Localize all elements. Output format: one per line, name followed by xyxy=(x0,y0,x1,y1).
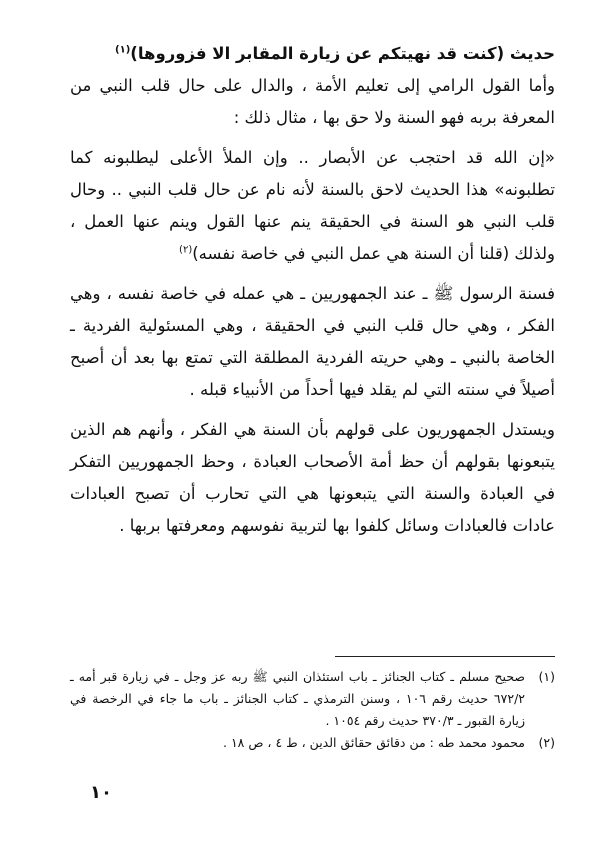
quote-text: «إن الله قد احتجب عن الأبصار .. وإن الملأ الأعلى ليطلبونه كما تطلبونه» هذا الحديث لاحق بالسنة لأنه نام عن حال قلب النبي .. وحال قلب النبي هو السنة في الحقيقة ينم عنها القول وينم عنها العمل ، ولذلك (قلنا أن السنة هي عمل النبي في خاصة نفسه) xyxy=(70,148,555,263)
footnote-text: صحيح مسلم ـ كتاب الجنائز ـ باب استئذان النبي ﷺ ربه عز وجل ـ في زيارة قبر أمه ـ ٦٧٢/٢ حديث رقم ١٠٦ ، وسنن الترمذي ـ كتاب الجنائز ـ باب ما جاء في الرخصة في زيارة القبور ـ ٣٧٠/٣ حديث رقم ١٠٥٤ . xyxy=(70,669,525,728)
page-body xyxy=(70,38,555,542)
hadith-heading-text: حديث (كنت قد نهيتكم عن زيارة المقابر الا فزوروها) xyxy=(130,44,555,63)
footnote-1 xyxy=(70,666,555,732)
footnote-number: (١) xyxy=(538,669,555,684)
page-number: ١٠ xyxy=(90,782,112,803)
quote-paragraph xyxy=(70,142,555,270)
footnote-text: محمود محمد طه : من دقائق حقائق الدين ، ط ٤ ، ص ١٨ . xyxy=(222,735,525,750)
footnote-divider xyxy=(335,656,555,657)
hadith-heading xyxy=(70,38,555,70)
footnote-number: (٢) xyxy=(538,735,555,750)
republicans-paragraph: ويستدل الجمهوريون على قولهم بأن السنة هي الفكر ، وأنهم هم الذين يتبعونها بقولهم أن حظ أمة الأصحاب العبادة ، وحظ الجمهوريين التفكر في العبادة والسنة التي يتبعونها هي التي تحارب أن تصبح العبادات عادات فالعبادات وسائل كلفوا بها لتربية نفوسهم ومعرفتها بربها . xyxy=(70,420,555,535)
sunnah-paragraph: فسنة الرسول ﷺ ـ عند الجمهوريين ـ هي عمله في خاصة نفسه ، وهي الفكر ، وهي حال قلب النبي في الحقيقة ، وهي المسئولية الفردية ـ الخاصة بالنبي ـ وهي حريته الفردية المطلقة التي تمتع بها بعد أن أصبح أصيلاً في سنته التي لم يقلد فيها أحداً من الأنبياء قبله . xyxy=(70,284,555,399)
footnote-ref-1[interactable]: (١) xyxy=(115,44,131,56)
footnote-ref-2[interactable]: (٢) xyxy=(179,244,193,256)
intro-paragraph: وأما القول الرامي إلى تعليم الأمة ، والدال على حال قلب النبي من المعرفة بربه فهو السنة ولا حق بها ، مثال ذلك : xyxy=(70,76,555,127)
footnote-2 xyxy=(70,732,555,754)
footnotes xyxy=(70,666,555,754)
